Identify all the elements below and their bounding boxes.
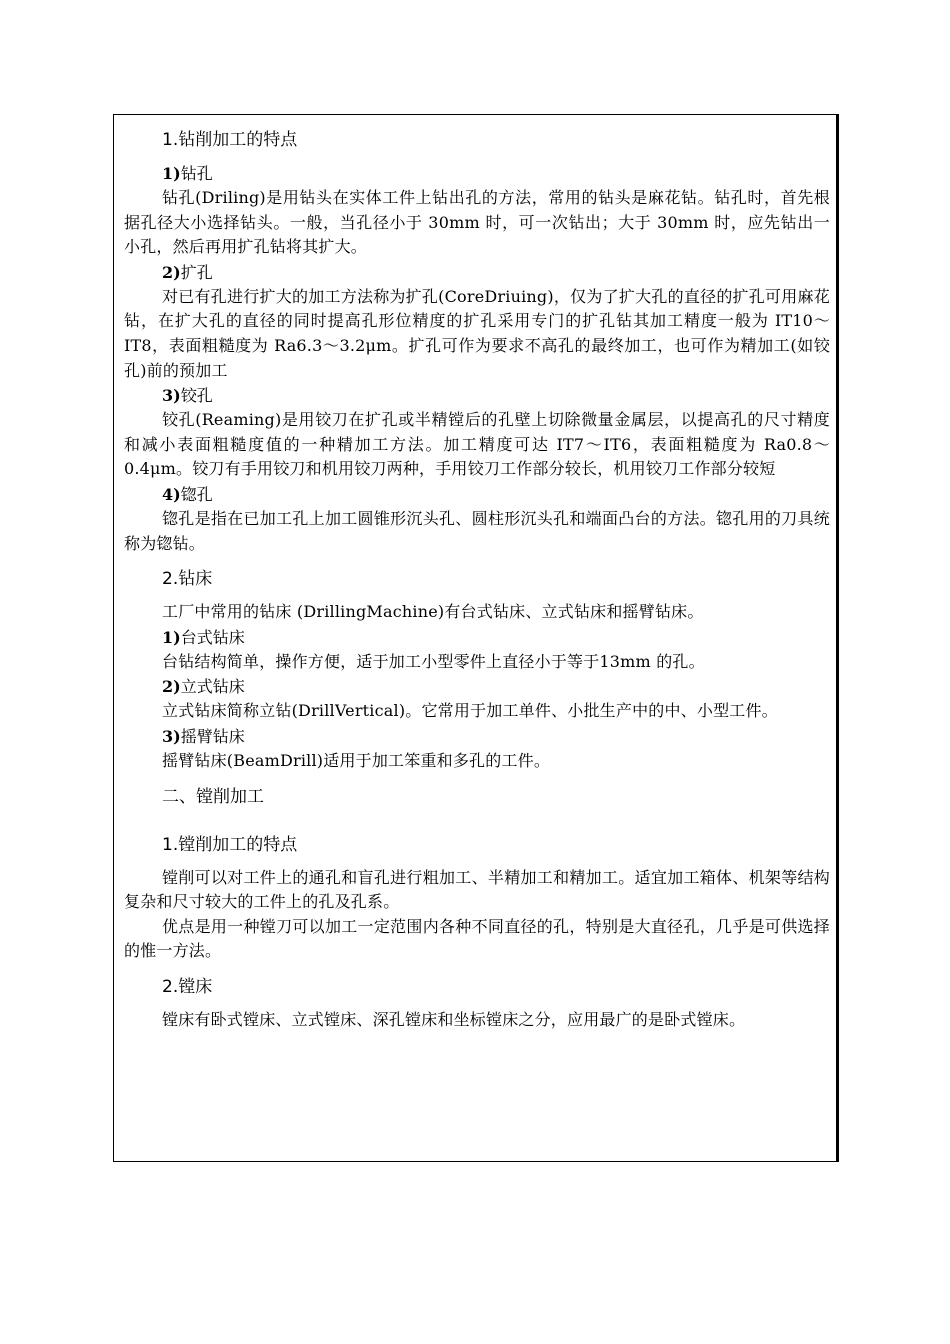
subheading-reaming	[124, 383, 830, 408]
subheading-radial-drill	[124, 724, 830, 749]
section-heading-boring-features: 1.镗削加工的特点	[162, 834, 298, 855]
subheading-title: 台式钻床	[180, 627, 245, 647]
paragraph-drill-press-intro: 工厂中常用的钻床 (DrillingMachine)有台式钻床、立式钻床和摇臂钻床。	[162, 602, 704, 622]
subheading-number: 3)	[162, 386, 181, 406]
section-heading-boring-machine: 2.镗床	[162, 976, 213, 997]
subheading-countersinking	[124, 482, 830, 507]
subheading-number: 3)	[162, 726, 181, 746]
paragraph-boring-features-1: 镗削可以对工件上的通孔和盲孔进行粗加工、半精加工和精加工。适宜加工箱体、机架等结构复杂和尺寸较大的工件上的孔及孔系。	[124, 867, 830, 912]
document-content	[124, 127, 830, 1032]
paragraph-vertical-drill: 立式钻床简称立钻(DrillVertical)。它常用于加工单件、小批生产中的中、小型工件。	[162, 701, 778, 721]
paragraph-boring-features-2: 优点是用一种镗刀可以加工一定范围内各种不同直径的孔，特别是大直径孔，几乎是可供选择的惟一方法。	[124, 916, 830, 961]
chapter-heading-boring: 二、镗削加工	[162, 786, 264, 807]
subheading-number: 2)	[162, 262, 181, 282]
subheading-title: 立式钻床	[180, 677, 245, 697]
paragraph-drilling: 钻孔(Driling)是用钻头在实体工件上钻出孔的方法，常用的钻头是麻花钻。钻孔时，首先根据孔径大小选择钻头。一般，当孔径小于 30mm 时，可一次钻出；大于 30mm 时，应先钻出一小孔，然后再用扩孔钻将其扩大。	[124, 188, 830, 257]
subheading-title: 摇臂钻床	[180, 726, 245, 746]
subheading-number: 1)	[162, 164, 181, 183]
subheading-drilling	[124, 161, 830, 186]
subheading-number: 4)	[162, 484, 181, 504]
subheading-number: 1)	[162, 627, 181, 647]
subheading-bench-drill	[124, 625, 830, 650]
subheading-title: 钻孔	[180, 164, 213, 183]
subheading-title: 铰孔	[180, 386, 213, 406]
section-heading-drill-press: 2.钻床	[162, 569, 213, 590]
paragraph-reaming: 铰孔(Reaming)是用铰刀在扩孔或半精镗后的孔壁上切除微量金属层，以提高孔的尺寸精度和减小表面粗糙度值的一种精加工方法。加工精度可达 IT7～IT6，表面粗糙度为 Ra0.8～0.4μm。铰刀有手用铰刀和机用铰刀两种，手用铰刀工作部分较长，机用铰刀工作部分较短	[124, 410, 830, 479]
subheading-number: 2)	[162, 677, 181, 697]
content-frame	[113, 114, 837, 1162]
subheading-title: 扩孔	[180, 262, 213, 282]
subheading-vertical-drill	[124, 674, 830, 699]
paragraph-bench-drill: 台钻结构简单，操作方便，适于加工小型零件上直径小于等于13mm 的孔。	[162, 651, 705, 671]
subheading-title: 锪孔	[180, 484, 213, 504]
paragraph-radial-drill: 摇臂钻床(BeamDrill)适用于加工笨重和多孔的工件。	[162, 750, 551, 770]
paragraph-boring-machine: 镗床有卧式镗床、立式镗床、深孔镗床和坐标镗床之分，应用最广的是卧式镗床。	[162, 1009, 746, 1029]
section-heading-drilling-features: 1.钻削加工的特点	[162, 130, 298, 150]
paragraph-countersinking: 锪孔是指在已加工孔上加工圆锥形沉头孔、圆柱形沉头孔和端面凸台的方法。锪孔用的刀具统称为锪钻。	[124, 508, 830, 553]
subheading-reaming-out	[124, 260, 830, 285]
paragraph-core-drilling: 对已有孔进行扩大的加工方法称为扩孔(CoreDriuing)，仅为了扩大孔的直径的扩孔可用麻花钻，在扩大孔的直径的同时提高孔形位精度的扩孔采用专门的扩孔钻其加工精度一般为 IT10～IT8，表面粗糙度为 Ra6.3～3.2μm。扩孔可作为要求不高孔的最终加工，也可作为精加工(如铰孔)前的预加工	[124, 286, 830, 380]
